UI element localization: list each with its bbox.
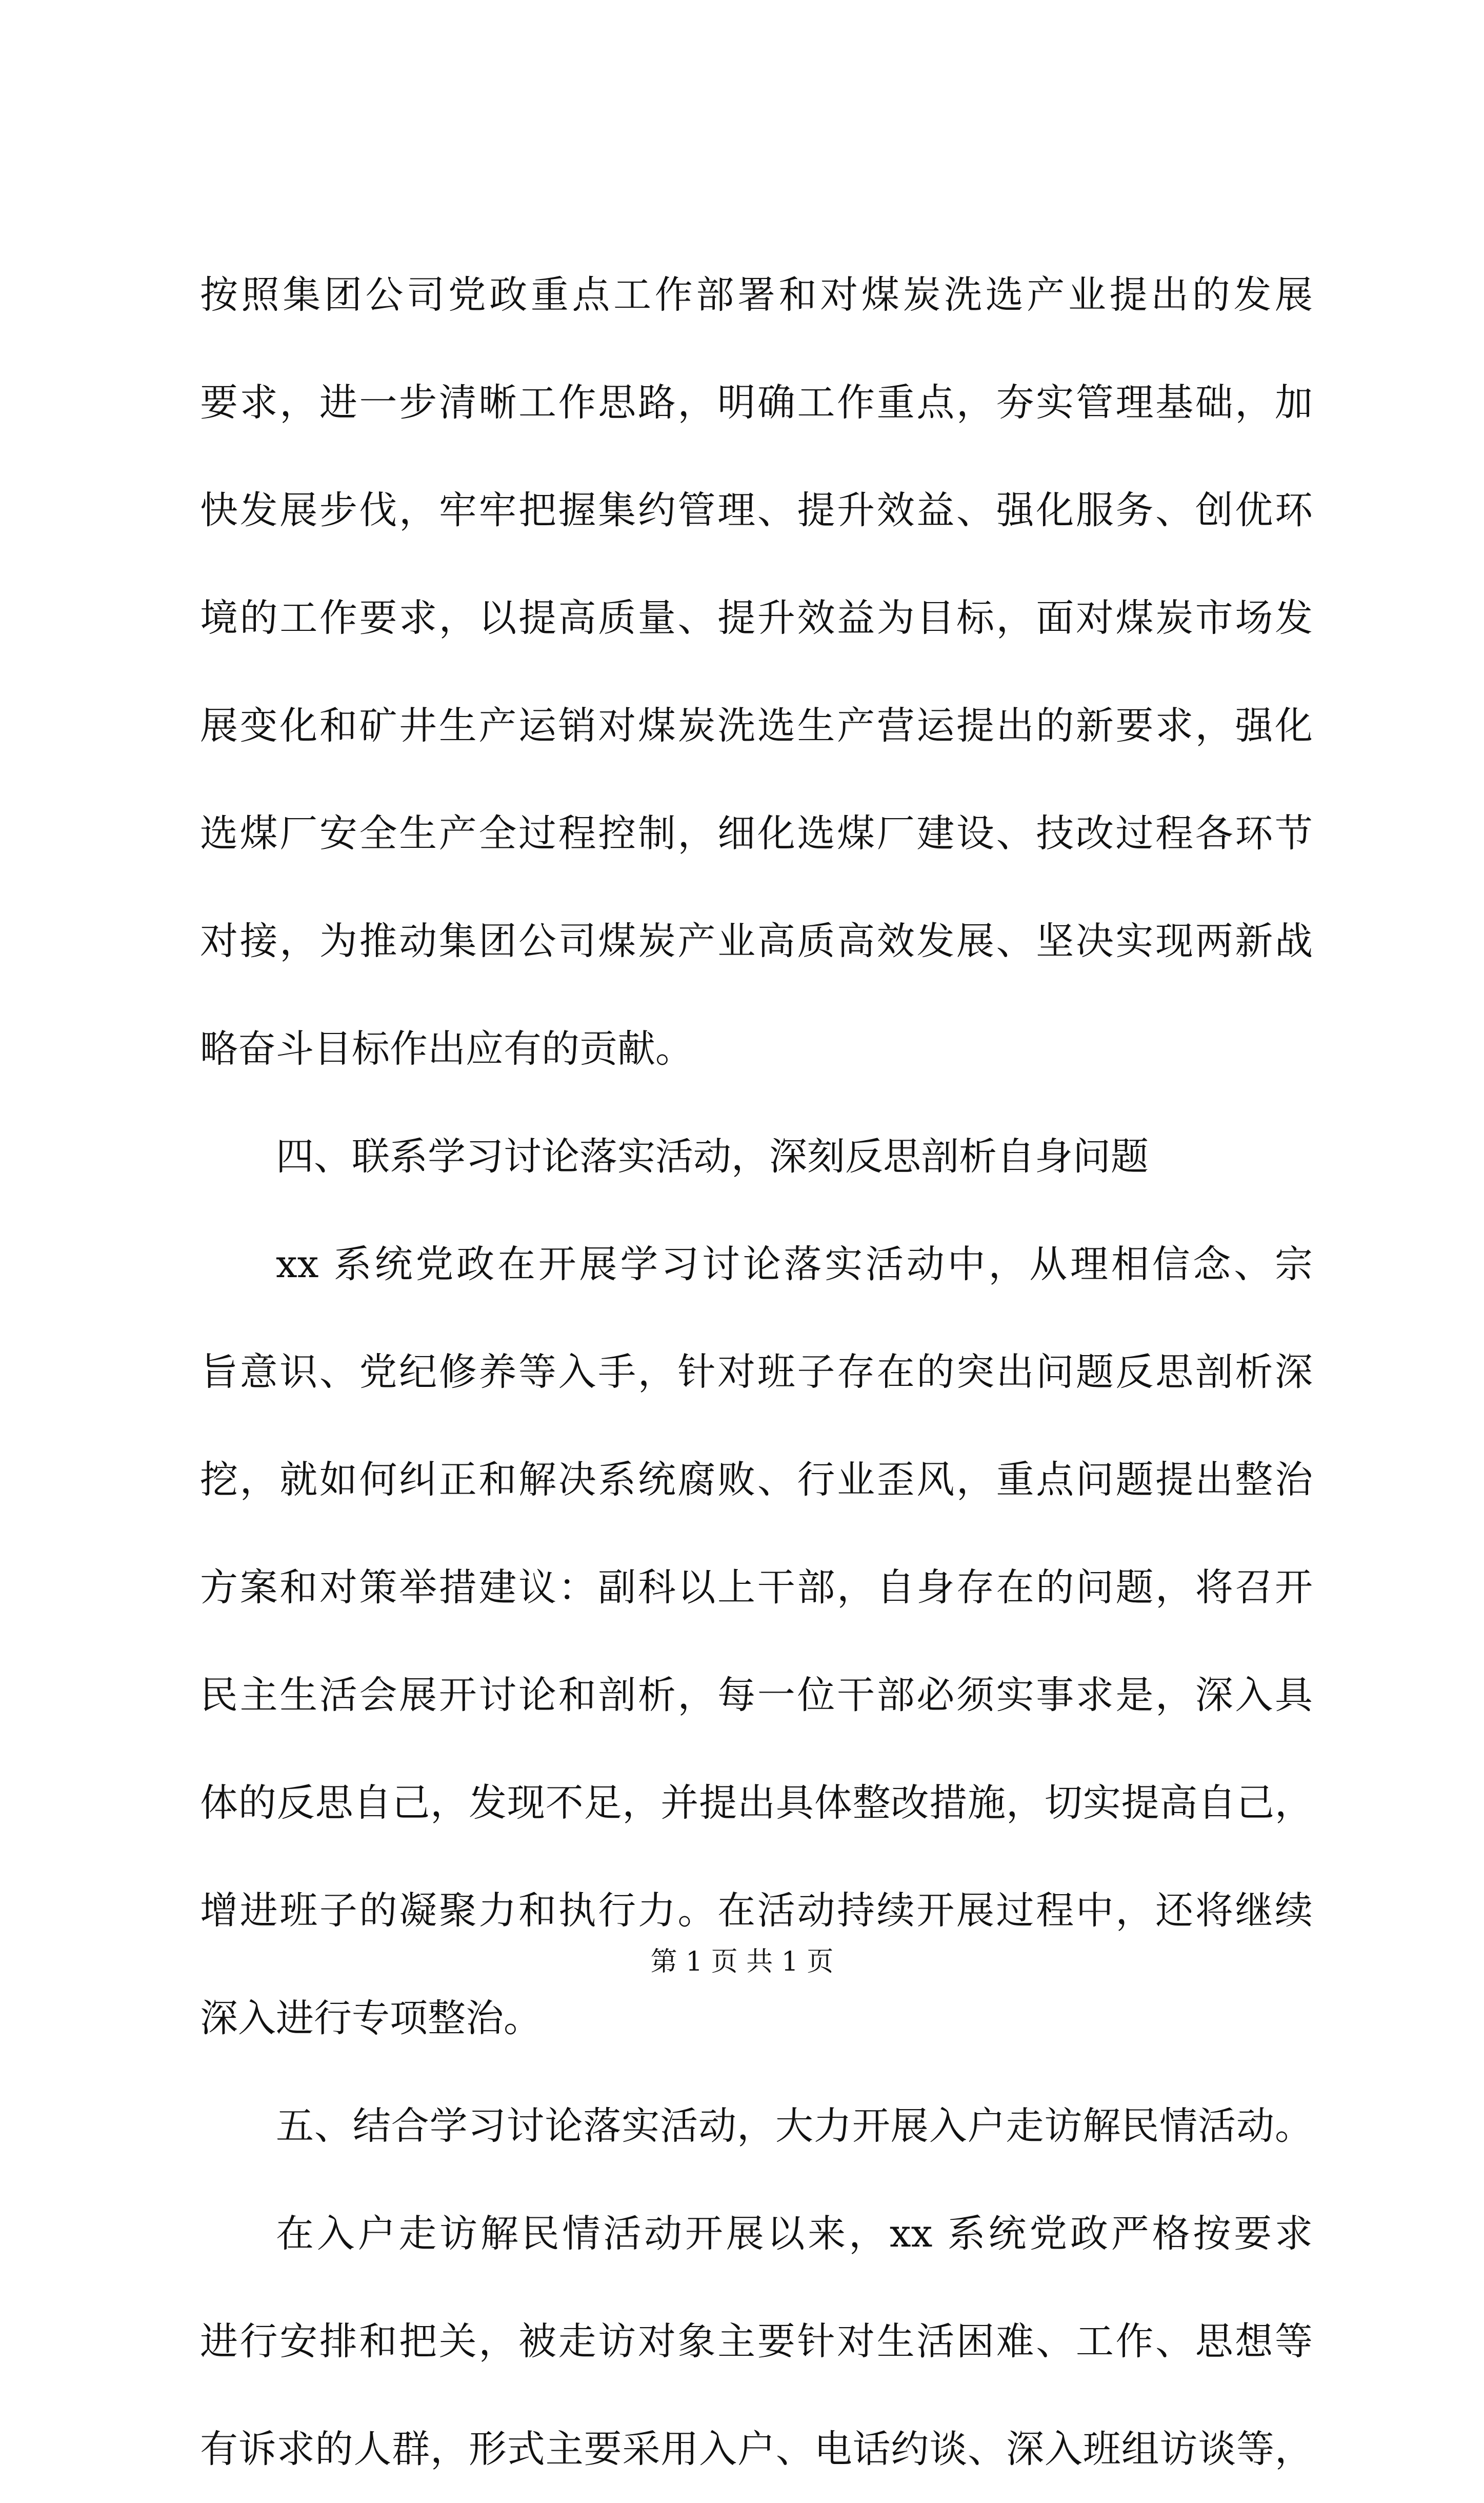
text-line: 进行安排和把关，被走访对象主要针对生活困难、工作、思想等 <box>200 2319 1313 2363</box>
text-line: 境的工作要求，以提高质量、提升效益为目标，面对煤炭市场发 <box>200 596 1313 640</box>
text-line: 有诉求的人群，形式主要采用入户、电话约谈、深入班组访谈等， <box>200 2427 1313 2471</box>
text-line: 方案和对策举措建议：副科以上干部，自身存在的问题，将召开 <box>200 1565 1313 1610</box>
text-line: 对接，为推动集团公司煤炭产业高质高效发展、坚决实现两新战 <box>200 919 1313 963</box>
section-heading-5: 五、结合学习讨论落实活动，大力开展入户走访解民情活动。 <box>276 2104 1313 2148</box>
text-line: 体的反思自己，发现不足，并提出具体整改措施，切实提高自己， <box>200 1781 1313 1825</box>
text-line: 展变化和矿井生产运销对煤炭洗选生产营运提出的新要求，强化 <box>200 704 1313 748</box>
text-line: 快发展步伐，牢牢把握集约管理、提升效益、强化服务、创优环 <box>200 488 1313 532</box>
document-body <box>200 241 1313 2503</box>
text-line: 深入进行专项整治。 <box>200 1996 542 2040</box>
text-line: 在入户走访解民情活动开展以来，xx 系统党政严格按要求 <box>276 2212 1313 2256</box>
text-line: 按照集团公司党政重点工作部署和对煤炭洗选产业提出的发展 <box>200 273 1313 317</box>
page-footer: 第 1 页 共 1 页 <box>650 1946 834 1977</box>
text-line: 民主生活会展开讨论和剖析，每一位干部必须实事求是，深入具 <box>200 1673 1313 1717</box>
text-line: 增进班子的凝聚力和执行力。在活动持续开展过程中，还将继续 <box>200 1889 1313 1933</box>
text-line: 要求，进一步清晰工作思路，明确工作重点，夯实管理基础，加 <box>200 381 1313 425</box>
text-line: 旨意识、党纪修养等入手，针对班子存在的突出问题反思剖析深 <box>200 1350 1313 1394</box>
section-heading-4: 四、联系学习讨论落实活动，深刻反思剖析自身问题 <box>276 1135 1149 1179</box>
text-line: xx 系统党政在开展学习讨论落实活动中，从理相信念、宗 <box>276 1242 1313 1286</box>
text-line: 选煤厂安全生产全过程控制，细化选煤厂建设、技改过程各环节 <box>200 811 1313 856</box>
text-line: 略奋斗目标作出应有的贡献。 <box>200 1027 693 1071</box>
text-line: 挖，就如何纠正和解决系统腐败、行业歪风，重点问题提出整治 <box>200 1458 1313 1502</box>
